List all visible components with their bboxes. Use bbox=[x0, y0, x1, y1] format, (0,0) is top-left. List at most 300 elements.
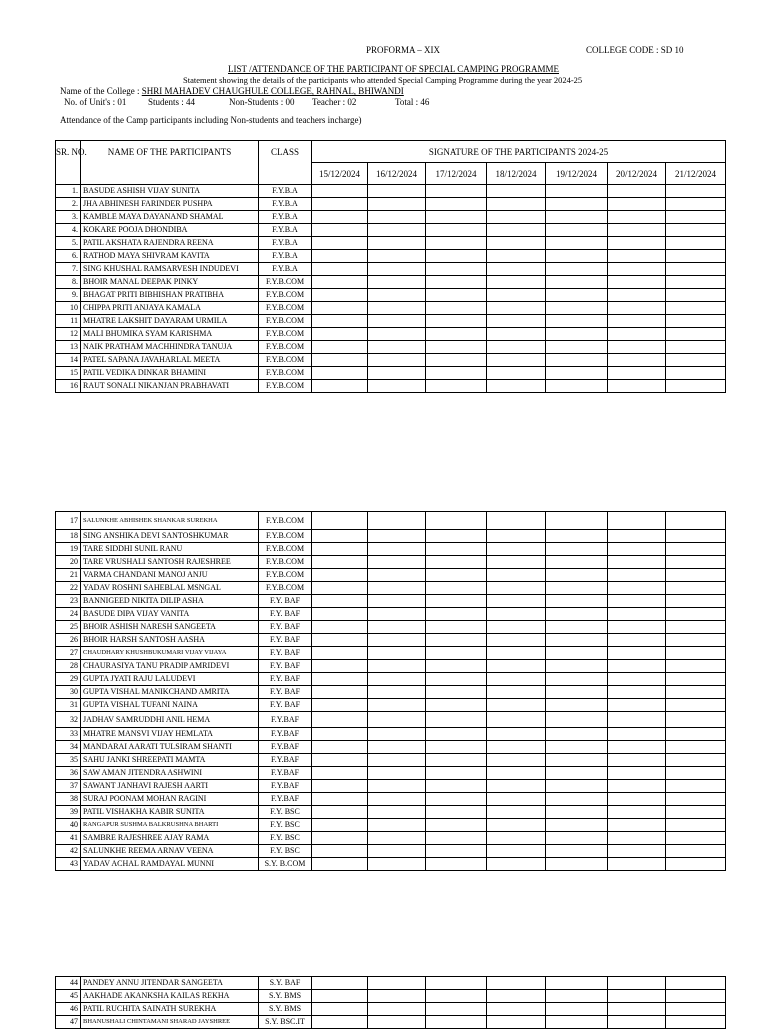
signature-cell[interactable] bbox=[487, 289, 546, 302]
signature-cell[interactable] bbox=[608, 595, 666, 608]
signature-cell[interactable] bbox=[312, 341, 368, 354]
signature-cell[interactable] bbox=[608, 315, 666, 328]
signature-cell[interactable] bbox=[666, 556, 726, 569]
signature-cell[interactable] bbox=[608, 754, 666, 767]
signature-cell[interactable] bbox=[368, 582, 426, 595]
signature-cell[interactable] bbox=[666, 224, 726, 237]
signature-cell[interactable] bbox=[546, 367, 608, 380]
signature-cell[interactable] bbox=[426, 634, 487, 647]
signature-cell[interactable] bbox=[487, 793, 546, 806]
signature-cell[interactable] bbox=[666, 686, 726, 699]
signature-cell[interactable] bbox=[546, 224, 608, 237]
signature-cell[interactable] bbox=[368, 341, 426, 354]
signature-cell[interactable] bbox=[312, 530, 368, 543]
signature-cell[interactable] bbox=[312, 673, 368, 686]
signature-cell[interactable] bbox=[487, 569, 546, 582]
signature-cell[interactable] bbox=[426, 990, 487, 1003]
signature-cell[interactable] bbox=[608, 263, 666, 276]
signature-cell[interactable] bbox=[608, 328, 666, 341]
signature-cell[interactable] bbox=[608, 621, 666, 634]
signature-cell[interactable] bbox=[546, 806, 608, 819]
signature-cell[interactable] bbox=[487, 198, 546, 211]
signature-cell[interactable] bbox=[426, 660, 487, 673]
signature-cell[interactable] bbox=[312, 832, 368, 845]
signature-cell[interactable] bbox=[666, 185, 726, 198]
signature-cell[interactable] bbox=[666, 328, 726, 341]
signature-cell[interactable] bbox=[608, 780, 666, 793]
signature-cell[interactable] bbox=[608, 211, 666, 224]
signature-cell[interactable] bbox=[368, 741, 426, 754]
signature-cell[interactable] bbox=[487, 754, 546, 767]
signature-cell[interactable] bbox=[368, 660, 426, 673]
signature-cell[interactable] bbox=[487, 354, 546, 367]
signature-cell[interactable] bbox=[487, 530, 546, 543]
signature-cell[interactable] bbox=[487, 858, 546, 871]
signature-cell[interactable] bbox=[312, 211, 368, 224]
signature-cell[interactable] bbox=[487, 595, 546, 608]
signature-cell[interactable] bbox=[487, 806, 546, 819]
signature-cell[interactable] bbox=[666, 263, 726, 276]
signature-cell[interactable] bbox=[368, 569, 426, 582]
signature-cell[interactable] bbox=[608, 806, 666, 819]
signature-cell[interactable] bbox=[368, 858, 426, 871]
signature-cell[interactable] bbox=[487, 699, 546, 712]
signature-cell[interactable] bbox=[312, 712, 368, 728]
signature-cell[interactable] bbox=[546, 767, 608, 780]
signature-cell[interactable] bbox=[608, 647, 666, 660]
signature-cell[interactable] bbox=[426, 806, 487, 819]
signature-cell[interactable] bbox=[666, 673, 726, 686]
signature-cell[interactable] bbox=[368, 315, 426, 328]
signature-cell[interactable] bbox=[426, 608, 487, 621]
signature-cell[interactable] bbox=[312, 380, 368, 393]
signature-cell[interactable] bbox=[368, 354, 426, 367]
signature-cell[interactable] bbox=[487, 741, 546, 754]
signature-cell[interactable] bbox=[608, 543, 666, 556]
signature-cell[interactable] bbox=[608, 1016, 666, 1029]
signature-cell[interactable] bbox=[546, 634, 608, 647]
signature-cell[interactable] bbox=[608, 530, 666, 543]
signature-cell[interactable] bbox=[426, 289, 487, 302]
signature-cell[interactable] bbox=[312, 198, 368, 211]
signature-cell[interactable] bbox=[546, 354, 608, 367]
signature-cell[interactable] bbox=[666, 302, 726, 315]
signature-cell[interactable] bbox=[312, 741, 368, 754]
signature-cell[interactable] bbox=[487, 634, 546, 647]
signature-cell[interactable] bbox=[487, 832, 546, 845]
signature-cell[interactable] bbox=[608, 819, 666, 832]
signature-cell[interactable] bbox=[666, 289, 726, 302]
signature-cell[interactable] bbox=[546, 302, 608, 315]
signature-cell[interactable] bbox=[426, 780, 487, 793]
signature-cell[interactable] bbox=[426, 380, 487, 393]
signature-cell[interactable] bbox=[426, 302, 487, 315]
signature-cell[interactable] bbox=[546, 660, 608, 673]
signature-cell[interactable] bbox=[312, 582, 368, 595]
signature-cell[interactable] bbox=[666, 699, 726, 712]
signature-cell[interactable] bbox=[487, 712, 546, 728]
signature-cell[interactable] bbox=[546, 198, 608, 211]
signature-cell[interactable] bbox=[608, 198, 666, 211]
signature-cell[interactable] bbox=[608, 237, 666, 250]
signature-cell[interactable] bbox=[546, 512, 608, 530]
signature-cell[interactable] bbox=[546, 754, 608, 767]
signature-cell[interactable] bbox=[487, 315, 546, 328]
signature-cell[interactable] bbox=[312, 302, 368, 315]
signature-cell[interactable] bbox=[608, 354, 666, 367]
signature-cell[interactable] bbox=[426, 530, 487, 543]
signature-cell[interactable] bbox=[487, 250, 546, 263]
signature-cell[interactable] bbox=[666, 543, 726, 556]
signature-cell[interactable] bbox=[487, 328, 546, 341]
signature-cell[interactable] bbox=[608, 728, 666, 741]
signature-cell[interactable] bbox=[426, 315, 487, 328]
signature-cell[interactable] bbox=[608, 673, 666, 686]
signature-cell[interactable] bbox=[608, 556, 666, 569]
signature-cell[interactable] bbox=[608, 634, 666, 647]
signature-cell[interactable] bbox=[368, 712, 426, 728]
signature-cell[interactable] bbox=[666, 754, 726, 767]
signature-cell[interactable] bbox=[426, 556, 487, 569]
signature-cell[interactable] bbox=[487, 224, 546, 237]
signature-cell[interactable] bbox=[666, 341, 726, 354]
signature-cell[interactable] bbox=[312, 754, 368, 767]
signature-cell[interactable] bbox=[487, 1016, 546, 1029]
signature-cell[interactable] bbox=[312, 1016, 368, 1029]
signature-cell[interactable] bbox=[426, 595, 487, 608]
signature-cell[interactable] bbox=[546, 250, 608, 263]
signature-cell[interactable] bbox=[368, 832, 426, 845]
signature-cell[interactable] bbox=[487, 767, 546, 780]
signature-cell[interactable] bbox=[546, 595, 608, 608]
signature-cell[interactable] bbox=[608, 224, 666, 237]
signature-cell[interactable] bbox=[426, 1003, 487, 1016]
signature-cell[interactable] bbox=[546, 686, 608, 699]
signature-cell[interactable] bbox=[546, 977, 608, 990]
signature-cell[interactable] bbox=[426, 211, 487, 224]
signature-cell[interactable] bbox=[666, 595, 726, 608]
signature-cell[interactable] bbox=[666, 990, 726, 1003]
signature-cell[interactable] bbox=[608, 582, 666, 595]
signature-cell[interactable] bbox=[608, 699, 666, 712]
signature-cell[interactable] bbox=[368, 977, 426, 990]
signature-cell[interactable] bbox=[487, 1003, 546, 1016]
signature-cell[interactable] bbox=[546, 1003, 608, 1016]
signature-cell[interactable] bbox=[312, 858, 368, 871]
signature-cell[interactable] bbox=[546, 556, 608, 569]
signature-cell[interactable] bbox=[426, 250, 487, 263]
signature-cell[interactable] bbox=[426, 224, 487, 237]
signature-cell[interactable] bbox=[487, 819, 546, 832]
signature-cell[interactable] bbox=[546, 185, 608, 198]
signature-cell[interactable] bbox=[368, 224, 426, 237]
signature-cell[interactable] bbox=[368, 728, 426, 741]
signature-cell[interactable] bbox=[546, 289, 608, 302]
signature-cell[interactable] bbox=[546, 237, 608, 250]
signature-cell[interactable] bbox=[368, 1003, 426, 1016]
signature-cell[interactable] bbox=[608, 741, 666, 754]
signature-cell[interactable] bbox=[312, 647, 368, 660]
signature-cell[interactable] bbox=[312, 367, 368, 380]
signature-cell[interactable] bbox=[546, 582, 608, 595]
signature-cell[interactable] bbox=[487, 990, 546, 1003]
signature-cell[interactable] bbox=[487, 263, 546, 276]
signature-cell[interactable] bbox=[666, 621, 726, 634]
signature-cell[interactable] bbox=[608, 858, 666, 871]
signature-cell[interactable] bbox=[487, 608, 546, 621]
signature-cell[interactable] bbox=[487, 673, 546, 686]
signature-cell[interactable] bbox=[312, 819, 368, 832]
signature-cell[interactable] bbox=[666, 250, 726, 263]
signature-cell[interactable] bbox=[426, 832, 487, 845]
signature-cell[interactable] bbox=[608, 276, 666, 289]
signature-cell[interactable] bbox=[312, 289, 368, 302]
signature-cell[interactable] bbox=[368, 845, 426, 858]
signature-cell[interactable] bbox=[312, 328, 368, 341]
signature-cell[interactable] bbox=[666, 211, 726, 224]
signature-cell[interactable] bbox=[426, 198, 487, 211]
signature-cell[interactable] bbox=[426, 767, 487, 780]
signature-cell[interactable] bbox=[312, 263, 368, 276]
signature-cell[interactable] bbox=[487, 647, 546, 660]
signature-cell[interactable] bbox=[546, 341, 608, 354]
signature-cell[interactable] bbox=[608, 686, 666, 699]
signature-cell[interactable] bbox=[312, 699, 368, 712]
signature-cell[interactable] bbox=[368, 530, 426, 543]
signature-cell[interactable] bbox=[426, 712, 487, 728]
signature-cell[interactable] bbox=[666, 1003, 726, 1016]
signature-cell[interactable] bbox=[487, 302, 546, 315]
signature-cell[interactable] bbox=[312, 512, 368, 530]
signature-cell[interactable] bbox=[487, 845, 546, 858]
signature-cell[interactable] bbox=[666, 315, 726, 328]
signature-cell[interactable] bbox=[666, 728, 726, 741]
signature-cell[interactable] bbox=[426, 858, 487, 871]
signature-cell[interactable] bbox=[666, 977, 726, 990]
signature-cell[interactable] bbox=[312, 767, 368, 780]
signature-cell[interactable] bbox=[546, 832, 608, 845]
signature-cell[interactable] bbox=[312, 185, 368, 198]
signature-cell[interactable] bbox=[608, 1003, 666, 1016]
signature-cell[interactable] bbox=[368, 686, 426, 699]
signature-cell[interactable] bbox=[312, 250, 368, 263]
signature-cell[interactable] bbox=[426, 977, 487, 990]
signature-cell[interactable] bbox=[368, 328, 426, 341]
signature-cell[interactable] bbox=[426, 237, 487, 250]
signature-cell[interactable] bbox=[666, 832, 726, 845]
signature-cell[interactable] bbox=[666, 530, 726, 543]
signature-cell[interactable] bbox=[368, 608, 426, 621]
signature-cell[interactable] bbox=[666, 367, 726, 380]
signature-cell[interactable] bbox=[368, 380, 426, 393]
signature-cell[interactable] bbox=[312, 977, 368, 990]
signature-cell[interactable] bbox=[546, 819, 608, 832]
signature-cell[interactable] bbox=[666, 380, 726, 393]
signature-cell[interactable] bbox=[608, 977, 666, 990]
signature-cell[interactable] bbox=[312, 686, 368, 699]
signature-cell[interactable] bbox=[426, 263, 487, 276]
signature-cell[interactable] bbox=[426, 741, 487, 754]
signature-cell[interactable] bbox=[666, 198, 726, 211]
signature-cell[interactable] bbox=[666, 1016, 726, 1029]
signature-cell[interactable] bbox=[666, 767, 726, 780]
signature-cell[interactable] bbox=[426, 354, 487, 367]
signature-cell[interactable] bbox=[546, 263, 608, 276]
signature-cell[interactable] bbox=[666, 608, 726, 621]
signature-cell[interactable] bbox=[487, 728, 546, 741]
signature-cell[interactable] bbox=[546, 699, 608, 712]
signature-cell[interactable] bbox=[312, 1003, 368, 1016]
signature-cell[interactable] bbox=[666, 582, 726, 595]
signature-cell[interactable] bbox=[487, 367, 546, 380]
signature-cell[interactable] bbox=[368, 276, 426, 289]
signature-cell[interactable] bbox=[487, 211, 546, 224]
signature-cell[interactable] bbox=[312, 845, 368, 858]
signature-cell[interactable] bbox=[487, 341, 546, 354]
signature-cell[interactable] bbox=[546, 990, 608, 1003]
signature-cell[interactable] bbox=[608, 990, 666, 1003]
signature-cell[interactable] bbox=[426, 328, 487, 341]
signature-cell[interactable] bbox=[426, 185, 487, 198]
signature-cell[interactable] bbox=[368, 289, 426, 302]
signature-cell[interactable] bbox=[546, 741, 608, 754]
signature-cell[interactable] bbox=[312, 543, 368, 556]
signature-cell[interactable] bbox=[426, 754, 487, 767]
signature-cell[interactable] bbox=[546, 673, 608, 686]
signature-cell[interactable] bbox=[368, 1016, 426, 1029]
signature-cell[interactable] bbox=[368, 512, 426, 530]
signature-cell[interactable] bbox=[666, 806, 726, 819]
signature-cell[interactable] bbox=[608, 793, 666, 806]
signature-cell[interactable] bbox=[487, 780, 546, 793]
signature-cell[interactable] bbox=[368, 367, 426, 380]
signature-cell[interactable] bbox=[312, 595, 368, 608]
signature-cell[interactable] bbox=[426, 819, 487, 832]
signature-cell[interactable] bbox=[426, 793, 487, 806]
signature-cell[interactable] bbox=[368, 673, 426, 686]
signature-cell[interactable] bbox=[426, 569, 487, 582]
signature-cell[interactable] bbox=[546, 569, 608, 582]
signature-cell[interactable] bbox=[368, 767, 426, 780]
signature-cell[interactable] bbox=[368, 302, 426, 315]
signature-cell[interactable] bbox=[666, 276, 726, 289]
signature-cell[interactable] bbox=[608, 569, 666, 582]
signature-cell[interactable] bbox=[312, 806, 368, 819]
signature-cell[interactable] bbox=[487, 621, 546, 634]
signature-cell[interactable] bbox=[666, 780, 726, 793]
signature-cell[interactable] bbox=[426, 582, 487, 595]
signature-cell[interactable] bbox=[546, 211, 608, 224]
signature-cell[interactable] bbox=[487, 276, 546, 289]
signature-cell[interactable] bbox=[608, 380, 666, 393]
signature-cell[interactable] bbox=[608, 341, 666, 354]
signature-cell[interactable] bbox=[666, 512, 726, 530]
signature-cell[interactable] bbox=[312, 569, 368, 582]
signature-cell[interactable] bbox=[546, 315, 608, 328]
signature-cell[interactable] bbox=[426, 341, 487, 354]
signature-cell[interactable] bbox=[546, 621, 608, 634]
signature-cell[interactable] bbox=[666, 793, 726, 806]
signature-cell[interactable] bbox=[312, 660, 368, 673]
signature-cell[interactable] bbox=[426, 673, 487, 686]
signature-cell[interactable] bbox=[368, 780, 426, 793]
signature-cell[interactable] bbox=[312, 237, 368, 250]
signature-cell[interactable] bbox=[608, 289, 666, 302]
signature-cell[interactable] bbox=[368, 263, 426, 276]
signature-cell[interactable] bbox=[426, 699, 487, 712]
signature-cell[interactable] bbox=[312, 224, 368, 237]
signature-cell[interactable] bbox=[487, 185, 546, 198]
signature-cell[interactable] bbox=[546, 793, 608, 806]
signature-cell[interactable] bbox=[608, 712, 666, 728]
signature-cell[interactable] bbox=[368, 793, 426, 806]
signature-cell[interactable] bbox=[666, 660, 726, 673]
signature-cell[interactable] bbox=[368, 806, 426, 819]
signature-cell[interactable] bbox=[666, 647, 726, 660]
signature-cell[interactable] bbox=[666, 712, 726, 728]
signature-cell[interactable] bbox=[608, 767, 666, 780]
signature-cell[interactable] bbox=[312, 634, 368, 647]
signature-cell[interactable] bbox=[426, 845, 487, 858]
signature-cell[interactable] bbox=[608, 512, 666, 530]
signature-cell[interactable] bbox=[368, 185, 426, 198]
signature-cell[interactable] bbox=[666, 569, 726, 582]
signature-cell[interactable] bbox=[608, 367, 666, 380]
signature-cell[interactable] bbox=[487, 512, 546, 530]
signature-cell[interactable] bbox=[666, 634, 726, 647]
signature-cell[interactable] bbox=[487, 582, 546, 595]
signature-cell[interactable] bbox=[426, 686, 487, 699]
signature-cell[interactable] bbox=[487, 237, 546, 250]
signature-cell[interactable] bbox=[487, 686, 546, 699]
signature-cell[interactable] bbox=[546, 780, 608, 793]
signature-cell[interactable] bbox=[368, 634, 426, 647]
signature-cell[interactable] bbox=[368, 556, 426, 569]
signature-cell[interactable] bbox=[312, 315, 368, 328]
signature-cell[interactable] bbox=[608, 845, 666, 858]
signature-cell[interactable] bbox=[368, 699, 426, 712]
signature-cell[interactable] bbox=[312, 608, 368, 621]
signature-cell[interactable] bbox=[426, 621, 487, 634]
signature-cell[interactable] bbox=[312, 354, 368, 367]
signature-cell[interactable] bbox=[487, 380, 546, 393]
signature-cell[interactable] bbox=[312, 780, 368, 793]
signature-cell[interactable] bbox=[546, 328, 608, 341]
signature-cell[interactable] bbox=[368, 990, 426, 1003]
signature-cell[interactable] bbox=[368, 211, 426, 224]
signature-cell[interactable] bbox=[368, 647, 426, 660]
signature-cell[interactable] bbox=[312, 728, 368, 741]
signature-cell[interactable] bbox=[487, 660, 546, 673]
signature-cell[interactable] bbox=[546, 712, 608, 728]
signature-cell[interactable] bbox=[546, 608, 608, 621]
signature-cell[interactable] bbox=[312, 990, 368, 1003]
signature-cell[interactable] bbox=[546, 380, 608, 393]
signature-cell[interactable] bbox=[546, 276, 608, 289]
signature-cell[interactable] bbox=[666, 237, 726, 250]
signature-cell[interactable] bbox=[368, 595, 426, 608]
signature-cell[interactable] bbox=[368, 543, 426, 556]
signature-cell[interactable] bbox=[312, 556, 368, 569]
signature-cell[interactable] bbox=[608, 608, 666, 621]
signature-cell[interactable] bbox=[426, 543, 487, 556]
signature-cell[interactable] bbox=[546, 845, 608, 858]
signature-cell[interactable] bbox=[426, 1016, 487, 1029]
signature-cell[interactable] bbox=[368, 237, 426, 250]
signature-cell[interactable] bbox=[487, 977, 546, 990]
signature-cell[interactable] bbox=[666, 845, 726, 858]
signature-cell[interactable] bbox=[546, 543, 608, 556]
